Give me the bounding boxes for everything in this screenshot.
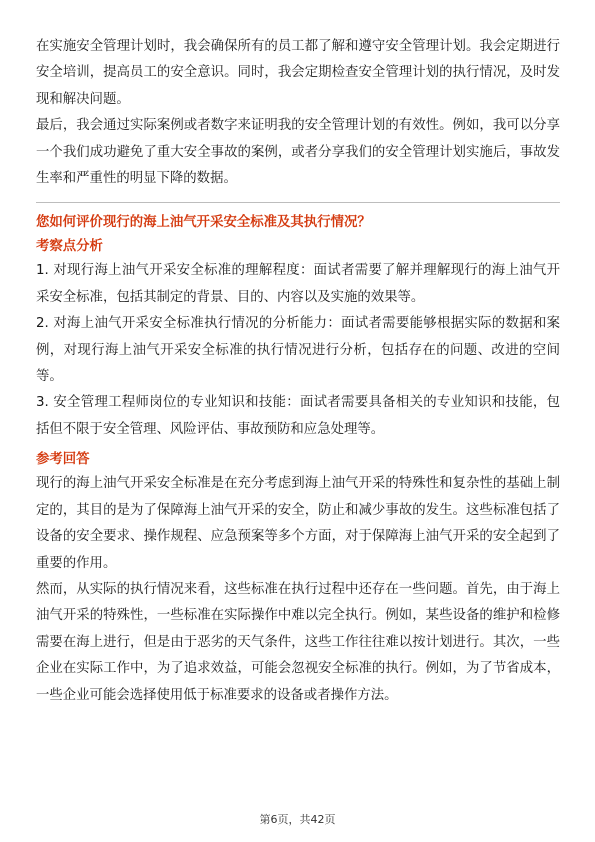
section-divider	[36, 202, 560, 203]
answer-title: 参考回答	[36, 452, 90, 468]
intro-paragraph-2: 最后，我会通过实际案例或者数字来证明我的安全管理计划的有效性。例如，我可以分享一个我们成功避免了重大安全事故的案例，或者分享我们的安全管理计划实施后，事故发生率和严重性的明显下降的数据。	[36, 118, 560, 187]
answer-paragraph-1: 现行的海上油气开采安全标准是在充分考虑到海上油气开采的特殊性和复杂性的基础上制定的，其目的是为了保障海上油气开采的安全，防止和减少事故的发生。这些标准包括了设备的安全要求、操作规程、应急预案等多个方面，对于保障海上油气开采的安全起到了重要的作用。	[36, 476, 560, 571]
question-title: 您如何评价现行的海上油气开采安全标准及其执行情况？	[36, 215, 371, 231]
analysis-item-1: 1. 对现行海上油气开采安全标准的理解程度：面试者需要了解并理解现行的海上油气开采安全标准，包括其制定的背景、目的、内容以及实施的效果等。	[36, 263, 560, 305]
page-number: 第6页，共42页	[259, 813, 336, 826]
analysis-title: 考察点分析	[36, 239, 103, 255]
answer-paragraph-2: 然而，从实际的执行情况来看，这些标准在执行过程中还存在一些问题。首先，由于海上油气开采的特殊性，一些标准在实际操作中难以完全执行。例如，某些设备的维护和检修需要在海上进行，但是由于恶劣的天气条件，这些工作往往难以按计划进行。其次，一些企业在实际工作中，为了追求效益，可能会忽视安全标准的执行。例如，为了节省成本，一些企业可能会选择使用低于标准要求的设备或者操作方法。	[36, 581, 560, 703]
analysis-item-3: 3. 安全管理工程师岗位的专业知识和技能：面试者需要具备相关的专业知识和技能，包括但不限于安全管理、风险评估、事故预防和应急处理等。	[36, 395, 560, 437]
analysis-item-2: 2. 对海上油气开采安全标准执行情况的分析能力：面试者需要能够根据实际的数据和案例，对现行海上油气开采安全标准的执行情况进行分析，包括存在的问题、改进的空间等。	[36, 316, 560, 385]
document-body	[36, 34, 560, 709]
intro-paragraph-1: 在实施安全管理计划时，我会确保所有的员工都了解和遵守安全管理计划。我会定期进行安全培训，提高员工的安全意识。同时，我会定期检查安全管理计划的执行情况，及时发现和解决问题。	[36, 39, 560, 107]
